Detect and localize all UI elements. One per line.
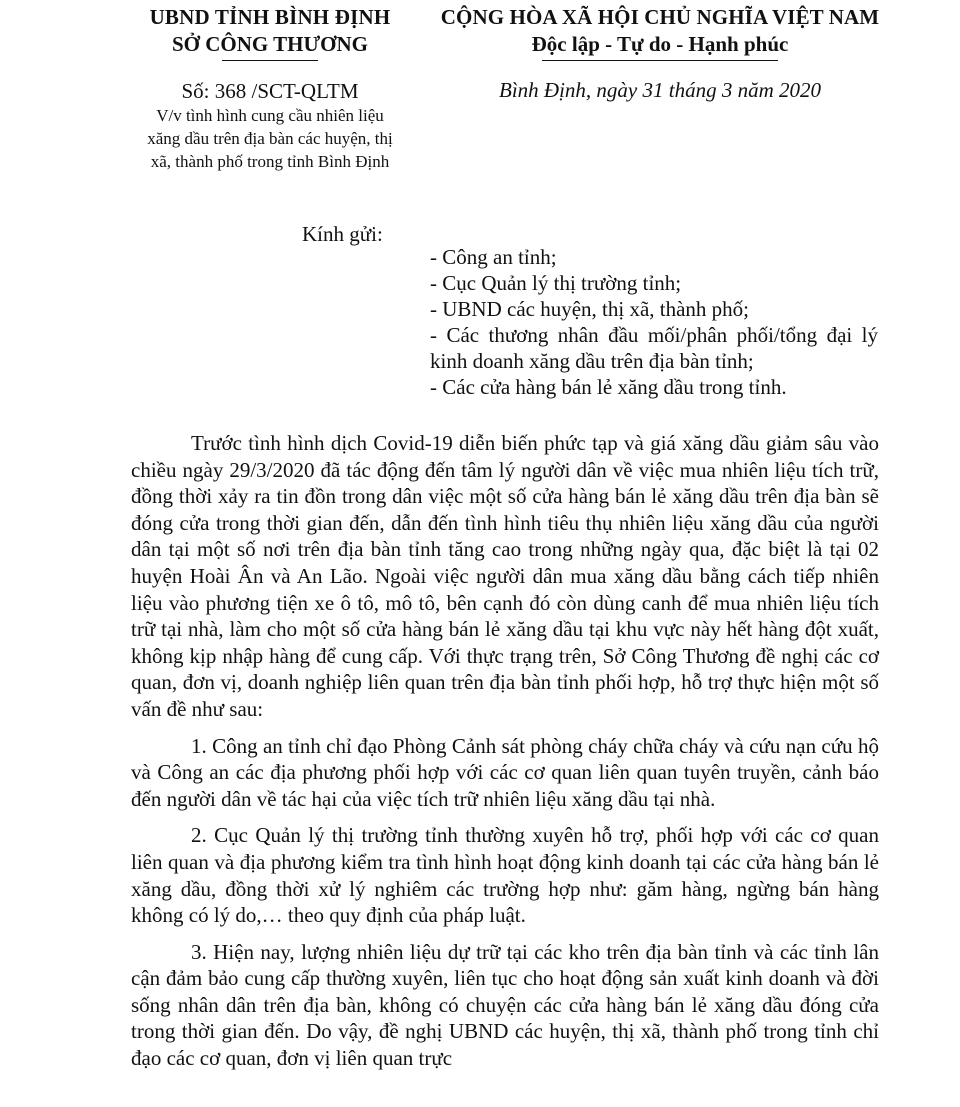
national-header: [420, 4, 900, 61]
recipient-list: [430, 244, 878, 400]
recipient-item: - Cục Quản lý thị trường tỉnh;: [430, 271, 682, 295]
org-underline: [222, 60, 318, 61]
body-paragraph: Trước tình hình dịch Covid-19 diễn biến phức tạp và giá xăng dầu giảm sâu vào chiều ngày 29/3/2020 đã tác động đến tâm lý người dân về việc mua nhiên liệu tích trữ, đồng thời xảy ra tin đồn trong dân việc một số cửa hàng bán lẻ xăng dầu trên địa bàn sẽ đóng cửa trong thời gian đến, dẫn đến tình hình tiêu thụ nhiên liệu xăng dầu của người dân tại một số nơi trên địa bàn tỉnh tăng cao trong những ngày qua, đặc biệt là tại 02 huyện Hoài Ân và An Lão. Ngoài việc người dân mua xăng dầu bằng cách tiếp nhiên liệu vào phương tiện xe ô tô, mô tô, bên cạnh đó còn dùng canh để mua nhiên liệu tích trữ tại nhà, làm cho một số cửa hàng bán lẻ xăng dầu tại khu vực này hết hàng đột xuất, không kịp nhập hàng để cung cấp. Với thực trạng trên, Sở Công Thương đề nghị các cơ quan, đơn vị, doanh nghiệp liên quan trên địa bàn tỉnh phối hợp, hỗ trợ thực hiện một số vấn đề như sau:: [131, 431, 879, 721]
body-paragraph: 2. Cục Quản lý thị trường tỉnh thường xuyên hỗ trợ, phối hợp với các cơ quan liên quan và địa phương kiểm tra tình hình hoạt động kinh doanh tại các cửa hàng bán lẻ xăng dầu, đồng thời xử lý nghiêm các trường hợp như: găm hàng, ngừng bán hàng không có lý do,… theo quy định của pháp luật.: [131, 823, 879, 928]
recipient-item: - Các cửa hàng bán lẻ xăng dầu trong tỉnh.: [430, 375, 787, 399]
recipient-item: - Công an tỉnh;: [430, 245, 557, 269]
motto-underline: [542, 60, 778, 61]
address-label: Kính gửi:: [302, 222, 383, 246]
body-paragraph: 1. Công an tỉnh chỉ đạo Phòng Cảnh sát phòng cháy chữa cháy và cứu nạn cứu hộ và Công an các địa phương phối hợp với các cơ quan liên quan tuyên truyền, cảnh báo đến người dân về tác hại của việc tích trữ nhiên liệu xăng dầu tại nhà.: [131, 733, 879, 811]
document-date: Bình Định, ngày 31 tháng 3 năm 2020: [499, 78, 821, 102]
nation-title: CỘNG HÒA XÃ HỘI CHỦ NGHĨA VIỆT NAM: [440, 5, 880, 29]
national-motto: Độc lập - Tự do - Hạnh phúc: [531, 32, 789, 56]
document-subject: V/v tình hình cung cầu nhiên liệu xăng dầu trên địa bàn các huyện, thị xã, thành phố trong tỉnh Bình Định: [147, 106, 393, 171]
recipient-item: - Các thương nhân đầu mối/phân phối/tổng đại lý kinh doanh xăng dầu trên địa bàn tỉnh;: [430, 323, 878, 373]
recipient-item: - UBND các huyện, thị xã, thành phố;: [430, 297, 750, 321]
org-line-1: UBND TỈNH BÌNH ĐỊNH: [149, 5, 391, 29]
body-paragraph: 3. Hiện nay, lượng nhiên liệu dự trữ tại các kho trên địa bàn tỉnh và các tỉnh lân cận đảm bảo cung cấp thường xuyên, liên tục cho hoạt động sản xuất kinh doanh và đời sống nhân dân trên địa bàn, không có chuyện các cửa hàng bán lẻ xăng dầu đóng cửa trong thời gian đến. Do vậy, đề nghị UBND các huyện, thị xã, thành phố trong tỉnh chỉ đạo các cơ quan, đơn vị liên quan trực: [131, 939, 879, 1071]
issuing-authority: [120, 4, 420, 61]
document-body: [131, 430, 879, 1082]
org-line-2: SỞ CÔNG THƯƠNG: [171, 32, 369, 56]
document-number: Số: 368 /SCT-QLTM: [181, 79, 359, 103]
